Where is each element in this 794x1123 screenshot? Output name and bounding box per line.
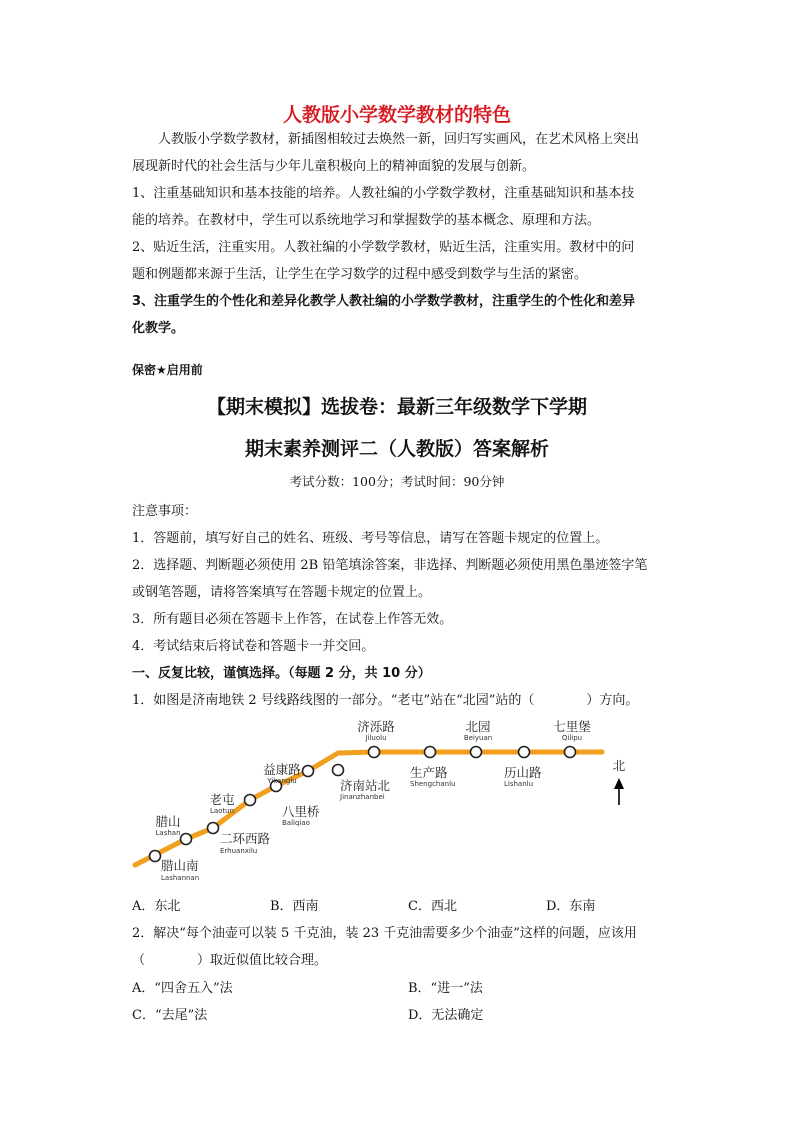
station-name-en: Jinanzhanbei	[340, 793, 385, 801]
station-name-en: Yikanglu	[267, 777, 297, 785]
exam-title-line1: 【期末模拟】选拔卷：最新三年级数学下学期	[206, 396, 587, 418]
station-name-zh: 老屯	[209, 792, 235, 807]
station-marker	[425, 747, 436, 758]
station-marker	[303, 766, 314, 777]
station-name-zh: 生产路	[410, 765, 448, 780]
station-name-zh: 腊山南	[161, 858, 199, 873]
intro-title: 人教版小学数学教材的特色	[282, 104, 511, 126]
station-name-en: Baliqiao	[282, 819, 310, 827]
metro-route-map	[128, 712, 628, 888]
intro-paragraph-line: 人教版小学数学教材，新插图相较过去焕然一新，回归写实画风，在艺术风格上突出	[158, 132, 640, 147]
question-2-stem: 2．解决“每个油壶可以装 5 千克油，装 23 千克油需要多少个油壶”这样的问题，应该用	[132, 926, 637, 941]
station-marker	[565, 747, 576, 758]
station-name-zh: 北园	[465, 719, 491, 734]
note-item: 3．所有题目必须在答题卡上作答，在试卷上作答无效。	[132, 612, 453, 627]
station-marker	[245, 795, 256, 806]
north-label: 北	[612, 758, 626, 773]
note-item: 4．考试结束后将试卷和答题卡一并交回。	[132, 639, 375, 654]
station-name-en: Qilipu	[561, 734, 583, 742]
intro-point-1: 1、注重基础知识和基本技能的培养。人教社编的小学数学教材，注重基础知识和基本技	[132, 186, 635, 201]
exam-meta: 考试分数：100分；考试时间：90分钟	[289, 474, 505, 489]
station-name-zh: 济南站北	[340, 778, 391, 793]
station-name-zh: 腊山	[155, 814, 181, 829]
station-name-zh: 七里堡	[553, 719, 591, 734]
q1-option-b: B．西南	[270, 899, 319, 914]
station-name-zh: 济泺路	[357, 719, 395, 734]
notes-heading: 注意事项：	[132, 504, 198, 519]
station-marker	[369, 747, 380, 758]
intro-paragraph-line: 展现新时代的社会生活与少年儿童积极向上的精神面貌的发展与创新。	[132, 159, 536, 174]
station-marker	[471, 747, 482, 758]
station-name-en: Beiyuan	[463, 734, 493, 742]
q2-option-b: B．“进一”法	[408, 981, 483, 996]
q1-option-c: C．西北	[408, 899, 457, 914]
q2-option-a: A．“四舍五入”法	[132, 981, 233, 996]
confidential-label: 保密★启用前	[132, 363, 203, 377]
station-name-zh: 益康路	[263, 762, 301, 777]
station-name-en: Laotun	[209, 807, 235, 815]
station-name-en: Shengchanlu	[410, 780, 456, 788]
question-1-stem: 1．如图是济南地铁 2 号线路线图的一部分。“老屯”站在“北园”站的（ ）方向。	[132, 693, 639, 708]
station-name-en: Jiluolu	[365, 734, 387, 742]
intro-point-2: 2、贴近生活，注重实用。人教社编的小学数学教材，贴近生活，注重实用。教材中的问	[132, 240, 635, 255]
station-marker	[333, 765, 344, 776]
intro-paragraph-line: 题和例题都来源于生活，让学生在学习数学的过程中感受到数学与生活的紧密。	[132, 267, 588, 282]
station-name-zh: 历山路	[504, 765, 542, 780]
q1-option-d: D．东南	[546, 899, 596, 914]
section-heading: 一、反复比较，谨慎选择。（每题 2 分，共 10 分）	[132, 666, 431, 681]
note-item: 或钢笔答题，请将答案填写在答题卡规定的位置上。	[132, 585, 432, 600]
station-name-en: Lashannan	[161, 874, 200, 882]
note-item: 2．选择题、判断题必须使用 2B 铅笔填涂答案，非选择、判断题必须使用黑色墨迹签字笔	[132, 558, 648, 573]
note-item: 1．答题前，填写好自己的姓名、班级、考号等信息，请写在答题卡规定的位置上。	[132, 531, 609, 546]
intro-point-3: 3、注重学生的个性化和差异化教学人教社编的小学数学教材，注重学生的个性化和差异	[132, 294, 636, 309]
station-name-en: Lashan	[155, 829, 181, 837]
q2-option-d: D．无法确定	[408, 1008, 484, 1023]
exam-title-line2: 期末素养测评二（人教版）答案解析	[244, 438, 549, 460]
station-name-zh: 二环西路	[220, 831, 271, 846]
station-name-en: Lishanlu	[504, 780, 534, 788]
station-marker	[150, 851, 161, 862]
station-marker	[208, 823, 219, 834]
station-name-zh: 八里桥	[282, 804, 320, 819]
station-marker	[181, 834, 192, 845]
q2-option-c: C．“去尾”法	[132, 1008, 208, 1023]
station-name-en: Erhuanxilu	[220, 847, 258, 855]
question-2-stem: （ ）取近似值比较合理。	[132, 953, 328, 968]
north-arrow-icon	[614, 778, 624, 805]
q1-option-a: A．东北	[132, 899, 181, 914]
intro-paragraph-line: 化教学。	[132, 321, 185, 336]
station-labels	[155, 719, 590, 882]
intro-paragraph-line: 能的培养。在教材中，学生可以系统地学习和掌握数学的基本概念、原理和方法。	[132, 213, 601, 228]
station-marker	[519, 747, 530, 758]
